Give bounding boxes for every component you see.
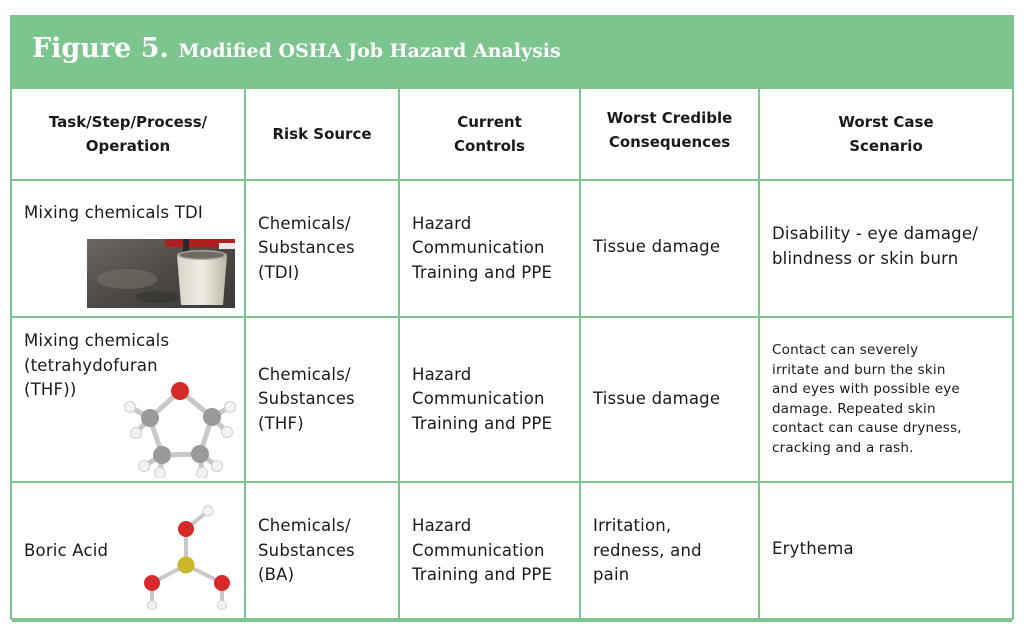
header-risk-source: Risk Source [245,88,399,180]
header-row [12,88,1012,180]
current-controls-cell: Hazard Communication Training and PPE [399,180,580,317]
figure-title [32,33,561,64]
header-worst-scenario: Worst Case Scenario [759,88,1012,180]
table-row [12,317,1012,482]
worst-consequences-cell: Irritation, redness, and pain [580,482,759,620]
task-label: Boric Acid [24,541,109,560]
risk-source-cell: Chemicals/ Substances (BA) [245,482,399,620]
worst-consequences-cell: Tissue damage [580,317,759,482]
worst-scenario-cell: Disability - eye damage/ blindness or skin burn [759,180,1012,317]
figure-number: Figure 5. [32,33,169,64]
risk-source-cell: Chemicals/ Substances (TDI) [245,180,399,317]
task-label: Mixing chemicals TDI [24,203,203,222]
current-controls-cell: Hazard Communication Training and PPE [399,317,580,482]
header-current-controls: Current Controls [399,88,580,180]
task-cell [12,180,245,317]
task-cell [12,482,245,620]
thf-molecule-model [120,370,244,478]
hazard-table [12,87,1012,622]
table-row [12,180,1012,317]
task-label: Mixing chemicals (tetrahydofuran (THF)) [24,331,170,399]
figure-container [10,15,1014,620]
current-controls-cell: Hazard Communication Training and PPE [399,482,580,620]
worst-scenario-cell: Contact can severely irritate and burn the skin and eyes with possible eye damage. Repeated skin contact can cause dryness, cracking and a rash. [759,317,1012,482]
title-bar [12,17,1012,87]
table-row [12,482,1012,620]
figure-title-text: Modified OSHA Job Hazard Analysis [178,40,561,62]
task-cell [12,317,245,482]
worst-scenario-cell: Erythema [759,482,1012,620]
worst-consequences-cell: Tissue damage [580,180,759,317]
header-task: Task/Step/Process/ Operation [12,88,245,180]
header-worst-consequences: Worst Credible Consequences [580,88,759,180]
boric-acid-molecule-model [138,501,238,615]
risk-source-cell: Chemicals/ Substances (THF) [245,317,399,482]
tdi-mixing-photo [87,239,235,308]
